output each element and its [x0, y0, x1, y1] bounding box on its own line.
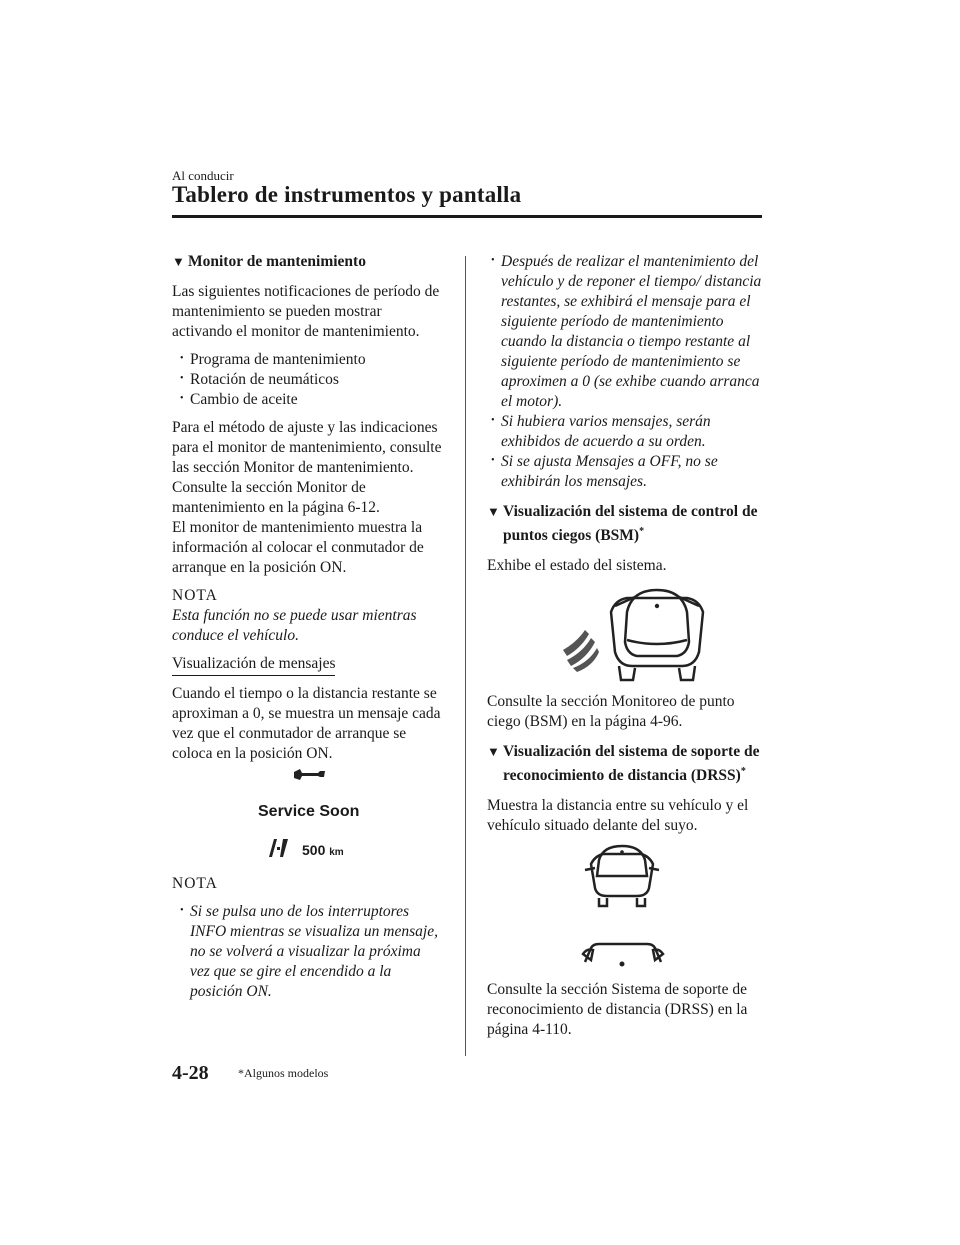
nota-text: Esta función no se puede usar mientras conduce el vehículo. — [172, 607, 417, 644]
heading-monitor-text: Monitor de mantenimiento — [188, 253, 366, 270]
footnote: *Algunos modelos — [238, 1066, 329, 1080]
drss-distance-icon — [487, 840, 762, 980]
road-icon — [268, 838, 290, 858]
paragraph: El monitor de mantenimiento muestra la información al colocar el conmutador de arranque en la posición ON. — [172, 519, 424, 576]
bsm-car-rear-icon — [487, 582, 762, 692]
triangle-icon: ▼ — [487, 744, 500, 760]
left-column — [172, 252, 442, 1002]
service-unit: km — [329, 847, 344, 858]
list-item: • Programa de mantenimiento — [180, 350, 442, 370]
page-title: Tablero de instrumentos y pantalla — [172, 182, 522, 207]
list-item: • Si se pulsa uno de los interruptores INFO mientras se visualiza un mensaje, no se volverá a visualizar la próxima vez que se gire el encendido a la posición ON. — [180, 902, 442, 1002]
list-item: • Después de realizar el mantenimiento del vehículo y de reponer el tiempo/ distancia restantes, se exhibirá el mensaje para el siguiente período de mantenimiento cuando la distancia o tiempo restante al siguiente período de mantenimiento se aproximen a 0 (se exhibe cuando arranca el motor). — [491, 252, 762, 412]
nota-label: NOTA — [172, 875, 218, 892]
title-rule — [172, 215, 762, 218]
paragraph: Consulte la sección Sistema de soporte de reconocimiento de distancia (DRSS) en la página 4-110. — [487, 981, 748, 1039]
sub-heading: Visualización de mensajes — [172, 654, 335, 676]
wrench-icon — [292, 768, 326, 782]
list-item: • Si se ajusta Mensajes a OFF, no se exhibirán los mensajes. — [491, 452, 762, 492]
paragraph: Exhibe el estado del sistema. — [487, 557, 667, 575]
service-soon-display — [172, 764, 442, 864]
chapter-label: Al conducir — [172, 168, 234, 183]
triangle-icon: ▼ — [487, 504, 500, 519]
nota-label: NOTA — [172, 587, 218, 604]
paragraph: Consulte la sección Monitoreo de punto ciego (BSM) en la página 4-96. — [487, 693, 735, 731]
paragraph: Cuando el tiempo o la distancia restante se aproximan a 0, se muestra un mensaje cada vez que el conmutador de arranque se coloca en la posición ON. — [172, 685, 441, 762]
paragraph: Consulte la sección Monitor de mantenimiento en la página 6-12. — [172, 479, 380, 516]
service-message: Service Soon — [258, 803, 360, 820]
paragraph: Muestra la distancia entre su vehículo y el vehículo situado delante del suyo. — [487, 797, 749, 835]
right-column — [487, 252, 762, 1040]
heading-bsm-text: Visualización del sistema de control de puntos ciegos (BSM) — [503, 503, 758, 545]
list-item: • Rotación de neumáticos — [180, 370, 442, 390]
service-distance: 500 — [302, 842, 326, 858]
page-number: 4-28 — [172, 1062, 209, 1084]
footnote-star: * — [639, 526, 645, 537]
triangle-icon: ▼ — [172, 254, 185, 269]
heading-drss-text: Visualización del sistema de soporte de reconocimiento de distancia (DRSS) — [503, 743, 760, 785]
paragraph: Las siguientes notificaciones de período de mantenimiento se pueden mostrar activando el monitor de mantenimiento. — [172, 283, 440, 340]
column-divider — [465, 256, 466, 1056]
paragraph: Para el método de ajuste y las indicaciones para el monitor de mantenimiento, consulte las sección Monitor de mantenimiento. — [172, 419, 442, 476]
list-item: • Si hubiera varios mensajes, serán exhibidos de acuerdo a su orden. — [491, 412, 762, 452]
footnote-star: * — [740, 766, 746, 778]
heading-monitor — [172, 252, 442, 272]
list-item: • Cambio de aceite — [180, 390, 442, 410]
heading-drss — [487, 742, 762, 786]
heading-bsm — [487, 502, 762, 546]
